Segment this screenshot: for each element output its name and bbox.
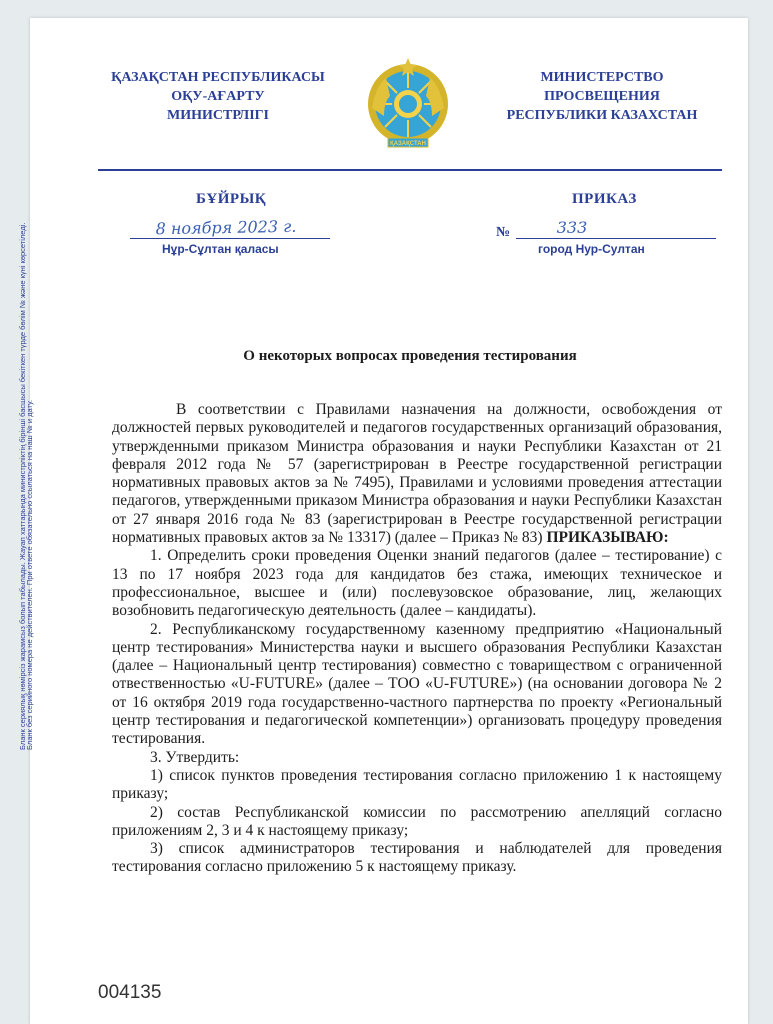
header-divider	[98, 169, 722, 171]
document-page	[30, 18, 748, 1024]
emblem-label: ҚАЗАҚСТАН	[390, 141, 426, 147]
document-title: О некоторых вопросах проведения тестирования	[243, 348, 577, 364]
header-left-kz	[98, 68, 338, 125]
city-kz: Нұр-Сұлтан қаласы	[162, 242, 279, 256]
header-right-line2: ПРОСВЕЩЕНИЯ	[544, 89, 660, 104]
preamble-paragraph	[112, 401, 722, 547]
city-ru: город Нур-Султан	[538, 242, 645, 256]
date-underline	[130, 238, 330, 239]
preamble-text: В соответствии с Правилами назначения на должности, освобождения от должностей первых руководителей и педагогов государственных организаций образования, утвержденными приказом Министра образования и науки Республики Казахстан от 21 февраля 2012 года № 57 (зарегистрирован в Реестре государственной регистрации нормативных правовых актов за № 7495), Правилами и условиями проведения аттестации педагогов, утвержденными приказом Министра образования и науки Республики Казахстан от 27 января 2016 года № 83 (зарегистрирован в Реестре государственной регистрации нормативных правовых актов за № 13317) (далее – Приказ № 83)	[112, 401, 722, 547]
side-note	[4, 222, 34, 750]
doc-type-ru: ПРИКАЗ	[572, 191, 637, 207]
item-3-3: 3) список администраторов тестирования и наблюдателей для проведения тестирования согласно приложению 5 к настоящему приказу.	[112, 840, 722, 876]
header-right-line1: МИНИСТЕРСТВО	[540, 70, 664, 85]
header-left-line3: МИНИСТРЛІГІ	[166, 108, 270, 123]
item-1: 1. Определить сроки проведения Оценки знаний педагогов (далее – тестирование) с 13 по 17 ноября 2023 года для кандидатов без стажа, имеющих техническое и профессиональное, высшее и (или) послевузовское образование, лиц, желающих возобновить педагогическую деятельность (далее – кандидаты).	[112, 547, 722, 620]
item-3-2: 2) состав Республиканской комиссии по рассмотрению апелляций согласно приложениям 2, 3 и 4 к настоящему приказу;	[112, 803, 722, 839]
handwritten-date: 8 ноября 2023 г.	[155, 216, 297, 239]
serial-number: 004135	[98, 982, 162, 1003]
item-3: 3. Утвердить:	[150, 748, 240, 766]
item-2: 2. Республиканскому государственному казенному предприятию «Национальный центр тестирования» Министерства науки и высшего образования Республики Казахстан (далее – Национальный центр тестирования) совместно с товариществом с ограниченной отвественностью «U-FUTURE» (далее – ТОО «U-FUTURE») (на основании договора № 2 от 16 октября 2019 года государственно-частного партнерства по проекту «Региональный центр тестирования и педагогической компетенции») организовать процедуру проведения тестирования.	[112, 620, 722, 748]
side-note-ru: Бланк без серийного номера не действителен. При ответе обязательно ссылаться на наш № и дату.	[25, 399, 34, 750]
item-3-1: 1) список пунктов проведения тестирования согласно приложению 1 к настоящему приказу;	[112, 766, 722, 803]
doc-type-kz: БҰЙРЫҚ	[196, 191, 267, 207]
document-body	[112, 401, 722, 877]
side-note-kz: Бланк сериялық нөмірсіз жарамсыз болып табылады. Жауап хаттарында министрліктің бірінші басшысы бекіткен түрде бөлім № және күні көрсетіледі.	[18, 222, 27, 750]
header-right-ru	[482, 68, 722, 125]
header-left-line1: ҚАЗАҚСТАН РЕСПУБЛИКАСЫ	[111, 70, 325, 85]
number-sign: №	[496, 225, 511, 240]
state-emblem-icon	[362, 56, 454, 162]
handwritten-number: 333	[556, 218, 588, 237]
number-underline	[516, 238, 716, 239]
header-right-line3: РЕСПУБЛИКИ КАЗАХСТАН	[506, 108, 698, 123]
order-word: ПРИКАЗЫВАЮ:	[546, 529, 669, 547]
header-left-line2: ОҚУ-АҒАРТУ	[171, 89, 265, 104]
